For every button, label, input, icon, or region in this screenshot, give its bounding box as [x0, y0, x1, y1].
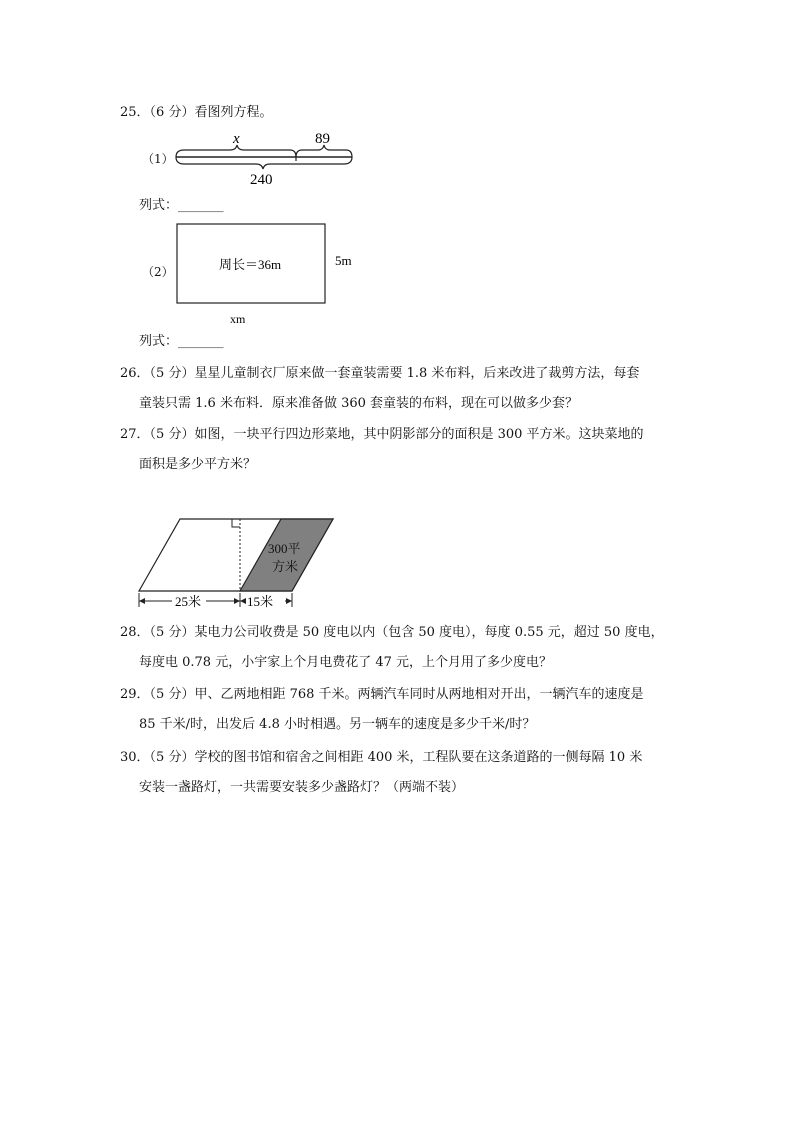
arrow-left-end [234, 598, 240, 604]
arrow-left-start [139, 598, 145, 604]
part-1-label: （1） [142, 152, 174, 166]
question-25-stem: 25．（6 分）看图列方程。 [120, 105, 273, 120]
question-26-line-1: 26．（5 分）星星儿童制衣厂原来做一套童装需要 1.8 米布料，后来改进了裁剪方法，每套 [120, 366, 640, 381]
shaded-label-line-2: 方米 [272, 559, 299, 574]
seg-89-label: 89 [315, 131, 330, 147]
perimeter-label: 周长＝36m [219, 257, 282, 272]
seg-89-brace [296, 145, 352, 157]
question-29-line-1: 29．（5 分）甲、乙两地相距 768 千米。两辆汽车同时从两地相对开出，一辆汽车的速度是 [120, 687, 644, 702]
question-28-line-1: 28．（5 分）某电力公司收费是 50 度电以内（包含 50 度电），每度 0.55 元，超过 50 度电， [120, 625, 664, 640]
arrow-right-start [240, 598, 246, 604]
arrow-right-end [286, 598, 292, 604]
question-27-line-2: 面积是多少平方米？ [139, 457, 257, 472]
side-5m-label: 5m [335, 253, 352, 268]
question-27-line-1: 27．（5 分）如图，一块平行四边形菜地，其中阴影部分的面积是 300 平方米。这块菜地的 [120, 427, 644, 442]
total-brace [176, 157, 352, 169]
dim-25-label: 25米 [175, 594, 202, 609]
part-2-label: （2） [142, 265, 174, 279]
total-240-label: 240 [250, 172, 273, 188]
answer-prompt-1: 列式：_______ [139, 198, 224, 213]
parallelogram-figure [134, 515, 340, 613]
question-28-line-2: 每度电 0.78 元，小宇家上个月电费花了 47 元，上个月用了多少度电？ [139, 655, 553, 670]
shaded-label-line-1: 300平 [268, 541, 301, 556]
dim-15-label: 15米 [247, 594, 274, 609]
answer-prompt-2: 列式：_______ [139, 334, 224, 349]
question-30-line-2: 安装一盏路灯，一共需要安装多少盏路灯？（两端不装） [139, 780, 465, 795]
x-brace [176, 145, 296, 157]
segment-diagram [170, 126, 360, 188]
question-30-line-1: 30．（5 分）学校的图书馆和宿舍之间相距 400 米，工程队要在这条道路的一侧每隔 10 米 [120, 750, 643, 765]
side-xm-label: xm [230, 312, 246, 326]
x-label: x [233, 131, 240, 147]
rectangle-diagram [170, 219, 358, 329]
question-26-line-2: 童装只需 1.6 米布料．原来准备做 360 套童装的布料，现在可以做多少套？ [139, 396, 579, 411]
question-29-line-2: 85 千米/时，出发后 4.8 小时相遇。另一辆车的速度是多少千米/时？ [139, 717, 536, 732]
